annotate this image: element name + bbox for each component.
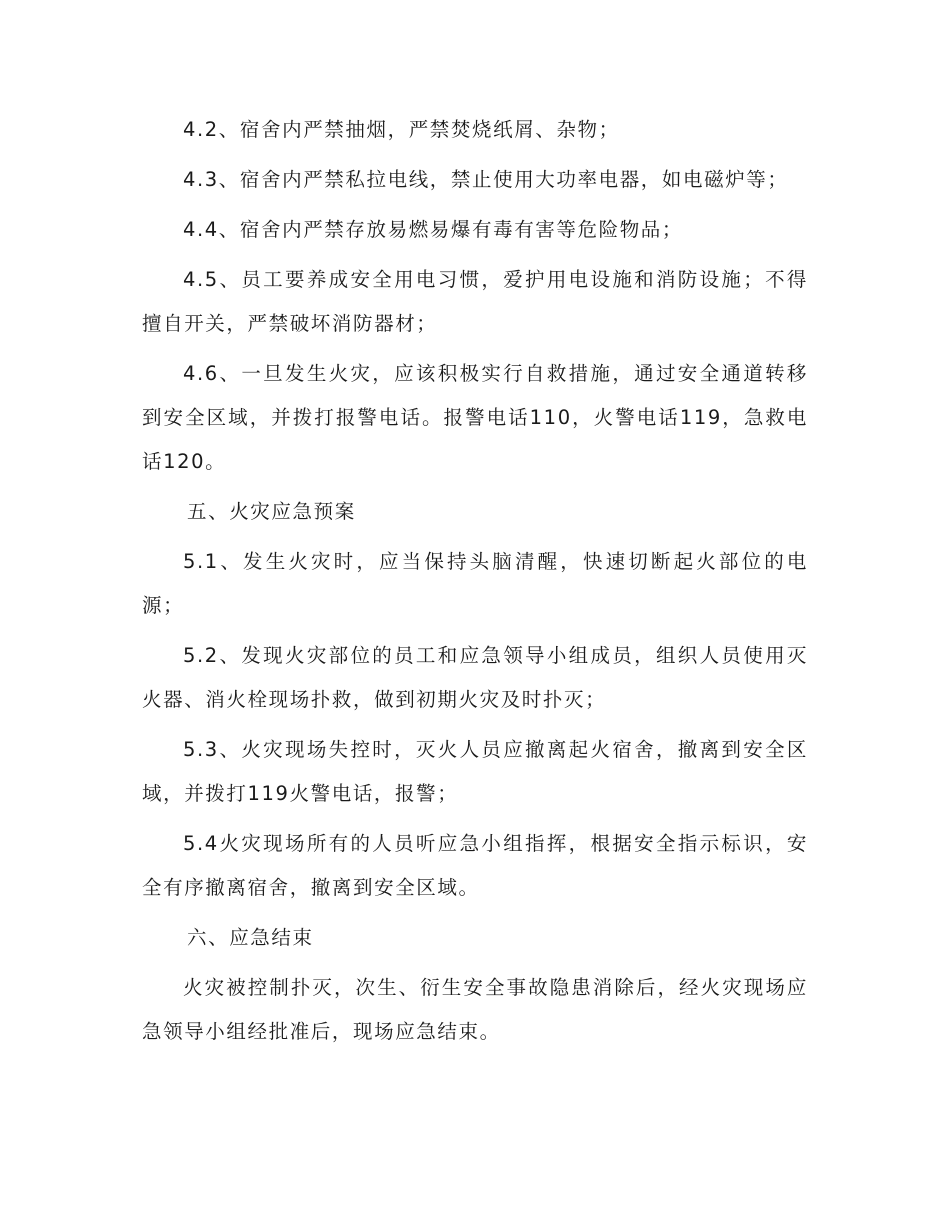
plan-5-2: 5.2、发现火灾部位的员工和应急领导小组成员，组织人员使用灭火器、消火栓现场扑救，做到初期火灾及时扑灭； — [142, 644, 808, 711]
plan-5-4: 5.4火灾现场所有的人员听应急小组指挥，根据安全指示标识，安全有序撤离宿舍，撤离到安全区域。 — [142, 832, 808, 899]
emergency-end-paragraph: 火灾被控制扑灭，次生、衍生安全事故隐患消除后，经火灾现场应急领导小组经批准后，现场应急结束。 — [142, 976, 808, 1043]
rule-4-4: 4.4、宿舍内严禁存放易燃易爆有毒有害等危险物品； — [183, 218, 684, 241]
plan-5-1: 5.1、发生火灾时，应当保持头脑清醒，快速切断起火部位的电源； — [142, 550, 808, 617]
document-body — [142, 108, 808, 1054]
rule-4-5: 4.5、员工要养成安全用电习惯，爱护用电设施和消防设施；不得擅自开关，严禁破坏消防器材； — [142, 268, 808, 335]
rule-4-6: 4.6、一旦发生火灾，应该积极实行自救措施，通过安全通道转移到安全区域，并拨打报警电话。报警电话110，火警电话119，急救电话120。 — [142, 362, 808, 473]
rule-4-3: 4.3、宿舍内严禁私拉电线，禁止使用大功率电器，如电磁炉等； — [183, 168, 789, 191]
plan-5-3: 5.3、火灾现场失控时，灭火人员应撤离起火宿舍，撤离到安全区域，并拨打119火警电话，报警； — [142, 738, 808, 805]
section-heading-6: 六、应急结束 — [187, 926, 314, 949]
section-heading-5: 五、火灾应急预案 — [187, 500, 356, 523]
rule-4-2: 4.2、宿舍内严禁抽烟，严禁焚烧纸屑、杂物； — [183, 118, 620, 141]
